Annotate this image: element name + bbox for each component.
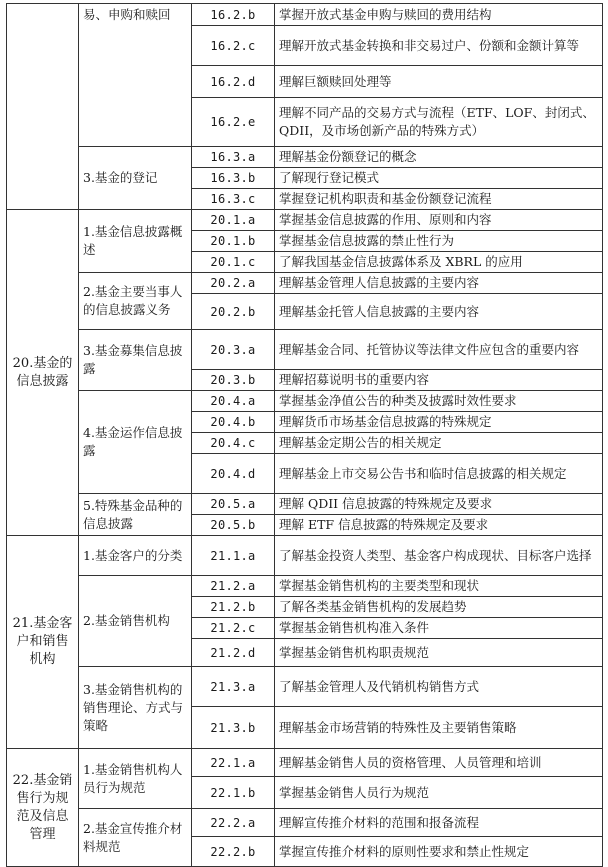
code-cell: 20.2.a xyxy=(192,273,275,294)
section-cell: 3.基金的登记 xyxy=(79,147,192,210)
description-cell: 理解开放式基金转换和非交易过户、份额和金额计算等 xyxy=(275,26,603,66)
code-cell: 22.2.b xyxy=(192,837,275,867)
chapter-cell xyxy=(7,4,79,210)
code-cell: 20.3.b xyxy=(192,370,275,391)
code-cell: 20.5.a xyxy=(192,494,275,515)
section-cell: 1.基金客户的分类 xyxy=(79,536,192,576)
code-cell: 21.3.a xyxy=(192,667,275,707)
table-row xyxy=(7,147,603,168)
code-cell: 21.3.b xyxy=(192,707,275,749)
table-row xyxy=(7,273,603,294)
description-cell: 掌握基金信息披露的禁止性行为 xyxy=(275,231,603,252)
code-cell: 20.4.a xyxy=(192,391,275,412)
description-cell: 理解招募说明书的重要内容 xyxy=(275,370,603,391)
code-cell: 22.2.a xyxy=(192,809,275,837)
description-cell: 理解基金上市交易公告书和临时信息披露的相关规定 xyxy=(275,454,603,494)
chapter-cell: 22.基金销售行为规范及信息管理 xyxy=(7,749,79,867)
description-cell: 理解巨额赎回处理等 xyxy=(275,66,603,98)
code-cell: 20.2.b xyxy=(192,294,275,330)
description-cell: 掌握基金销售人员行为规范 xyxy=(275,777,603,809)
code-cell: 16.3.b xyxy=(192,168,275,189)
description-cell: 了解现行登记模式 xyxy=(275,168,603,189)
table-row xyxy=(7,536,603,576)
description-cell: 了解我国基金信息披露体系及 XBRL 的应用 xyxy=(275,252,603,273)
code-cell: 21.1.a xyxy=(192,536,275,576)
code-cell: 20.4.c xyxy=(192,433,275,454)
description-cell: 掌握开放式基金申购与赎回的费用结构 xyxy=(275,4,603,26)
section-cell: 易、申购和赎回 xyxy=(79,4,192,147)
code-cell: 21.2.d xyxy=(192,639,275,667)
description-cell: 理解 ETF 信息披露的特殊规定及要求 xyxy=(275,515,603,536)
section-cell: 4.基金运作信息披露 xyxy=(79,391,192,494)
description-cell: 掌握基金销售机构职责规范 xyxy=(275,639,603,667)
section-cell: 3.基金销售机构的销售理论、方式与策略 xyxy=(79,667,192,749)
table-row xyxy=(7,494,603,515)
description-cell: 理解不同产品的交易方式与流程（ETF、LOF、封闭式、QDII，及市场创新产品的特殊方式） xyxy=(275,98,603,147)
description-cell: 理解宣传推介材料的范围和报备流程 xyxy=(275,809,603,837)
code-cell: 16.2.e xyxy=(192,98,275,147)
code-cell: 20.1.a xyxy=(192,210,275,231)
table-row xyxy=(7,749,603,777)
code-cell: 21.2.b xyxy=(192,597,275,618)
description-cell: 掌握基金净值公告的种类及披露时效性要求 xyxy=(275,391,603,412)
code-cell: 22.1.b xyxy=(192,777,275,809)
code-cell: 16.2.c xyxy=(192,26,275,66)
code-cell: 22.1.a xyxy=(192,749,275,777)
section-cell: 2.基金主要当事人的信息披露义务 xyxy=(79,273,192,330)
syllabus-table xyxy=(6,3,603,867)
description-cell: 理解基金管理人信息披露的主要内容 xyxy=(275,273,603,294)
section-cell: 2.基金销售机构 xyxy=(79,576,192,667)
table-row xyxy=(7,4,603,26)
description-cell: 理解基金定期公告的相关规定 xyxy=(275,433,603,454)
code-cell: 20.1.c xyxy=(192,252,275,273)
chapter-cell: 20.基金的信息披露 xyxy=(7,210,79,536)
description-cell: 理解基金市场营销的特殊性及主要销售策略 xyxy=(275,707,603,749)
section-cell: 1.基金信息披露概述 xyxy=(79,210,192,273)
section-cell: 2.基金宣传推介材料规范 xyxy=(79,809,192,867)
code-cell: 21.2.c xyxy=(192,618,275,639)
table-row xyxy=(7,391,603,412)
code-cell: 20.4.d xyxy=(192,454,275,494)
code-cell: 16.2.d xyxy=(192,66,275,98)
chapter-cell: 21.基金客户和销售机构 xyxy=(7,536,79,749)
description-cell: 理解基金销售人员的资格管理、人员管理和培训 xyxy=(275,749,603,777)
description-cell: 掌握基金信息披露的作用、原则和内容 xyxy=(275,210,603,231)
description-cell: 理解 QDII 信息披露的特殊规定及要求 xyxy=(275,494,603,515)
table-row xyxy=(7,667,603,707)
section-cell: 1.基金销售机构人员行为规范 xyxy=(79,749,192,809)
code-cell: 20.4.b xyxy=(192,412,275,433)
description-cell: 理解基金托管人信息披露的主要内容 xyxy=(275,294,603,330)
code-cell: 16.3.a xyxy=(192,147,275,168)
section-cell: 3.基金募集信息披露 xyxy=(79,330,192,391)
code-cell: 20.3.a xyxy=(192,330,275,370)
section-cell: 5.特殊基金品种的信息披露 xyxy=(79,494,192,536)
code-cell: 16.3.c xyxy=(192,189,275,210)
code-cell: 20.5.b xyxy=(192,515,275,536)
description-cell: 理解基金份额登记的概念 xyxy=(275,147,603,168)
description-cell: 理解货币市场基金信息披露的特殊规定 xyxy=(275,412,603,433)
description-cell: 理解基金合同、托管协议等法律文件应包含的重要内容 xyxy=(275,330,603,370)
description-cell: 掌握登记机构职责和基金份额登记流程 xyxy=(275,189,603,210)
description-cell: 了解基金投资人类型、基金客户构成现状、目标客户选择 xyxy=(275,536,603,576)
table-row xyxy=(7,809,603,837)
table-row xyxy=(7,576,603,597)
code-cell: 20.1.b xyxy=(192,231,275,252)
description-cell: 了解各类基金销售机构的发展趋势 xyxy=(275,597,603,618)
code-cell: 16.2.b xyxy=(192,4,275,26)
code-cell: 21.2.a xyxy=(192,576,275,597)
table-row xyxy=(7,210,603,231)
table-row xyxy=(7,330,603,370)
description-cell: 掌握基金销售机构准入条件 xyxy=(275,618,603,639)
description-cell: 掌握基金销售机构的主要类型和现状 xyxy=(275,576,603,597)
description-cell: 了解基金管理人及代销机构销售方式 xyxy=(275,667,603,707)
description-cell: 掌握宣传推介材料的原则性要求和禁止性规定 xyxy=(275,837,603,867)
